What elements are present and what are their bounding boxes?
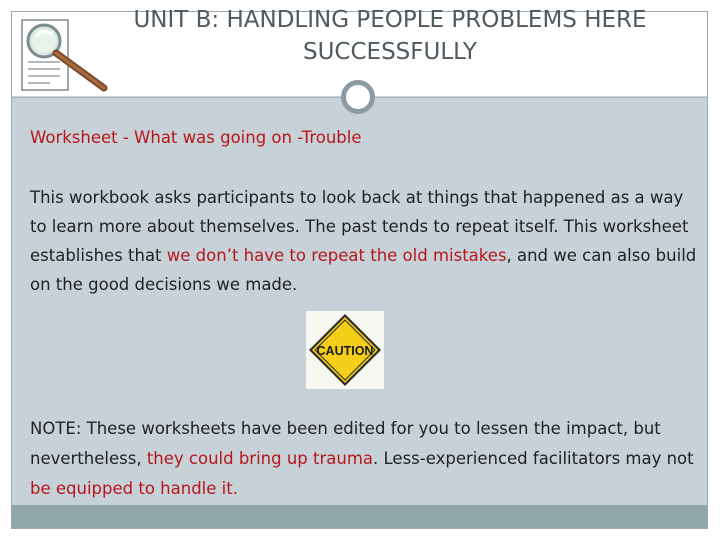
note-paragraph [30,414,700,504]
worksheet-subtitle: Worksheet - What was going on -Trouble [30,128,362,147]
slide-footer-bar [12,505,707,528]
slide-title-line2: SUCCESSFULLY [303,39,477,65]
ring-ornament [341,80,375,114]
slide-title-line1: UNIT B: HANDLING PEOPLE PROBLEMS HERE [133,7,647,33]
caution-sign-icon [306,311,384,389]
slide-title [85,4,695,68]
note-text-1: NOTE: These worksheets have been edited for you to lessen the impact, but nevertheless, [30,419,661,468]
body-paragraph-text-2: , and we can also build on the good decisions we made. [30,246,697,294]
note-highlight-2: be equipped to handle it. [30,479,238,498]
body-paragraph-highlight: we don’t have to repeat the old mistakes [166,246,507,265]
body-paragraph [30,183,700,299]
caution-sign-text: CAUTION [316,344,374,358]
body-paragraph-text-1: This workbook asks participants to look back at things that happened as a way to learn more about themselves. The past tends to repeat itself. This worksheet establishes that [30,188,689,265]
note-text-2: . Less-experienced facilitators may not [373,449,694,468]
note-highlight-1: they could bring up trauma [146,449,374,468]
